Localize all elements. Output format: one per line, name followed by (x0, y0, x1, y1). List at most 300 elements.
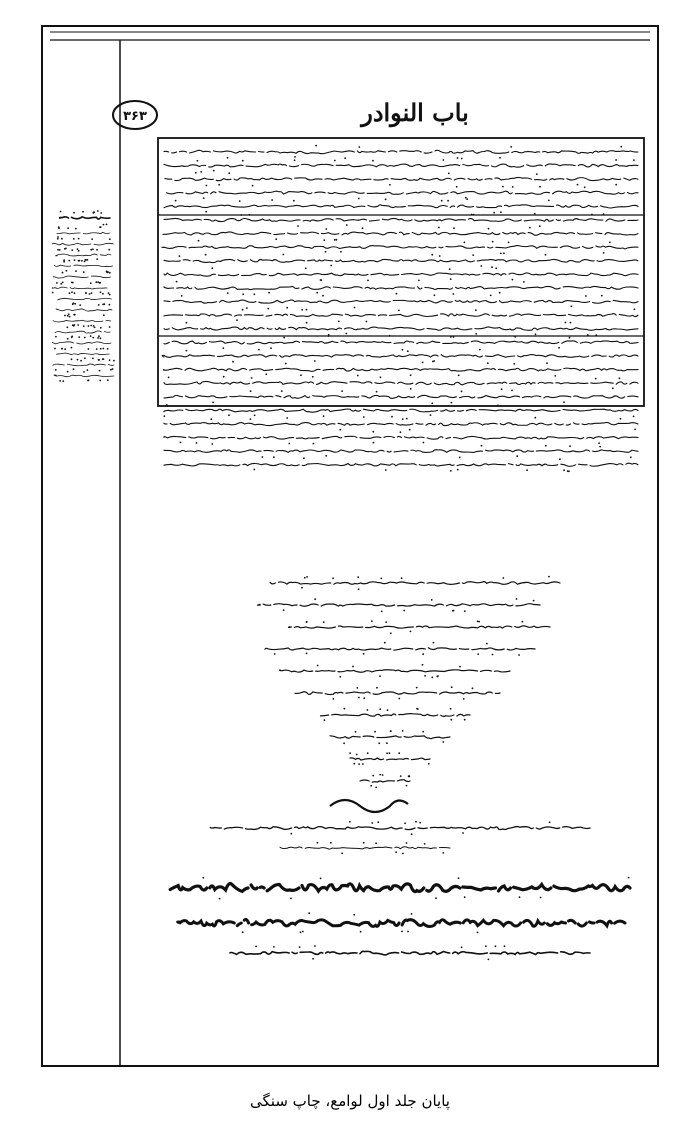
diacritic-dot (54, 348, 56, 350)
diacritic-dot (513, 363, 515, 365)
diacritic-dot (407, 931, 409, 933)
diacritic-dot (487, 362, 489, 364)
diacritic-dot (504, 945, 506, 947)
diacritic-dot (306, 576, 308, 578)
body-text-line (164, 341, 638, 344)
diacritic-dot (84, 337, 86, 339)
diacritic-dot (570, 322, 572, 324)
diacritic-dot (314, 598, 316, 600)
diacritic-dot (113, 360, 115, 362)
diacritic-dot (436, 676, 438, 678)
diacritic-dot (424, 843, 426, 845)
diacritic-dot (438, 227, 440, 229)
diacritic-dot (577, 184, 579, 186)
diacritic-dot (533, 600, 535, 602)
diacritic-dot (294, 156, 296, 158)
diacritic-dot (210, 418, 212, 420)
margin-note-line (54, 353, 110, 355)
diacritic-dot (302, 931, 304, 933)
diacritic-dot (107, 379, 109, 381)
diacritic-dot (360, 931, 362, 933)
diacritic-dot (85, 292, 87, 294)
diacritic-dot (228, 414, 230, 416)
diacritic-dot (242, 931, 244, 933)
diacritic-dot (539, 186, 541, 188)
diacritic-dot (356, 687, 358, 689)
diacritic-dot (286, 417, 288, 419)
diacritic-dot (74, 314, 76, 316)
diacritic-dot (100, 348, 102, 350)
diacritic-dot (316, 292, 318, 294)
diacritic-dot (69, 292, 71, 294)
diacritic-dot (462, 832, 464, 834)
diacritic-dot (461, 391, 463, 393)
diacritic-dot (285, 363, 287, 365)
diacritic-dot (534, 213, 536, 215)
diacritic-dot (109, 359, 111, 361)
colophon-line (347, 758, 430, 760)
diacritic-dot (251, 377, 253, 379)
diacritic-dot (391, 416, 393, 418)
diacritic-dot (450, 708, 452, 710)
diacritic-dot (323, 621, 325, 623)
diacritic-dot (100, 212, 102, 214)
diacritic-dot (591, 214, 593, 216)
diacritic-dot (422, 664, 424, 666)
diacritic-dot (548, 576, 550, 578)
diacritic-dot (312, 376, 314, 378)
diacritic-dot (273, 456, 275, 458)
diacritic-dot (87, 259, 89, 261)
diacritic-dot (67, 227, 69, 229)
diacritic-dot (314, 945, 316, 947)
diacritic-dot (477, 932, 479, 934)
diacritic-dot (370, 785, 372, 787)
diacritic-dot (107, 272, 109, 274)
diacritic-dot (78, 250, 80, 252)
diacritic-dot (83, 325, 85, 327)
diacritic-dot (501, 388, 503, 390)
body-text-line (164, 368, 638, 371)
calligraphic-inscription (167, 877, 630, 961)
diacritic-dot (275, 238, 277, 240)
diacritic-dot (419, 822, 421, 824)
diacritic-dot (75, 270, 77, 272)
diacritic-dot (433, 642, 435, 644)
diacritic-dot (323, 239, 325, 241)
diacritic-dot (401, 931, 403, 933)
diacritic-dot (380, 376, 382, 378)
diacritic-dot (479, 349, 481, 351)
diacritic-dot (366, 321, 368, 323)
diacritic-dot (452, 293, 454, 295)
diacritic-dot (422, 653, 424, 655)
diacritic-dot (330, 842, 332, 844)
body-text-line (164, 381, 638, 384)
colophon-line (318, 714, 471, 717)
diacritic-dot (380, 578, 382, 580)
diacritic-dot (64, 348, 66, 350)
diacritic-dot (59, 380, 61, 382)
diacritic-dot (408, 775, 410, 777)
diacritic-dot (61, 238, 63, 240)
diacritic-dot (355, 731, 357, 733)
diacritic-dot (428, 763, 430, 765)
diacritic-dot (447, 200, 449, 202)
margin-note-line (53, 276, 111, 278)
diacritic-dot (358, 697, 360, 699)
diacritic-dot (246, 307, 248, 309)
diacritic-dot (262, 456, 264, 458)
diacritic-dot (175, 200, 177, 202)
margin-note-line (52, 331, 110, 333)
diacritic-dot (299, 946, 301, 948)
body-text-line (162, 177, 638, 180)
body-text-line (161, 273, 638, 276)
diacritic-dot (300, 374, 302, 376)
diacritic-dot (283, 337, 285, 339)
diacritic-dot (200, 171, 202, 173)
diacritic-dot (563, 401, 565, 403)
diacritic-dot (441, 200, 443, 202)
diacritic-dot (255, 946, 257, 948)
diacritic-dot (334, 160, 336, 162)
diacritic-dot (349, 821, 351, 823)
diacritic-dot (186, 322, 188, 324)
diacritic-dot (227, 157, 229, 159)
diacritic-dot (358, 763, 360, 765)
diacritic-dot (286, 307, 288, 309)
diacritic-dot (79, 304, 81, 306)
diacritic-dot (502, 577, 504, 579)
diacritic-dot (317, 665, 319, 667)
diacritic-dot (402, 418, 404, 420)
body-text-line (164, 395, 638, 398)
diacritic-dot (471, 214, 473, 216)
diacritic-dot (431, 402, 433, 404)
diacritic-dot (363, 697, 365, 699)
diacritic-dot (416, 687, 418, 689)
diacritic-dot (301, 587, 303, 589)
diacritic-dot (290, 898, 292, 900)
diacritic-dot (84, 261, 86, 263)
diacritic-dot (74, 259, 76, 261)
diacritic-dot (71, 358, 73, 360)
diacritic-dot (465, 197, 467, 199)
diacritic-dot (603, 213, 605, 215)
diacritic-dot (367, 280, 369, 282)
diacritic-dot (253, 293, 255, 295)
diacritic-dot (290, 833, 292, 835)
diacritic-dot (545, 254, 547, 256)
diacritic-dot (633, 416, 635, 418)
diacritic-dot (402, 349, 404, 351)
diacritic-dot (512, 186, 514, 188)
diacritic-dot (398, 310, 400, 312)
diacritic-dot (267, 308, 269, 310)
margin-note-line (54, 254, 111, 256)
diacritic-dot (109, 304, 111, 306)
diacritic-dot (546, 362, 548, 364)
diacritic-dot (77, 324, 79, 326)
diacritic-dot (203, 197, 205, 199)
diacritic-dot (464, 719, 466, 721)
body-text-line (161, 422, 638, 425)
diacritic-dot (375, 842, 377, 844)
diacritic-dot (587, 334, 589, 336)
diacritic-dot (75, 228, 77, 230)
lithograph-page-scan (30, 18, 670, 1078)
diacritic-dot (472, 687, 474, 689)
diacritic-dot (481, 445, 483, 447)
diacritic-dot (198, 240, 200, 242)
diacritic-dot (320, 279, 322, 281)
diacritic-dot (353, 914, 355, 916)
diacritic-dot (453, 610, 455, 612)
diacritic-dot (325, 228, 327, 230)
diacritic-dot (179, 255, 181, 257)
diacritic-dot (456, 186, 458, 188)
diacritic-dot (102, 348, 104, 350)
diacritic-dot (459, 666, 461, 668)
colophon-heading-flourish (330, 800, 408, 812)
diacritic-dot (62, 272, 64, 274)
diacritic-dot (87, 369, 89, 371)
diacritic-dot (282, 254, 284, 256)
diacritic-dot (74, 303, 76, 305)
diacritic-dot (71, 347, 73, 349)
body-text-line (162, 355, 638, 358)
diacritic-dot (301, 309, 303, 311)
diacritic-dot (274, 653, 276, 655)
diacritic-dot (56, 282, 58, 284)
diacritic-dot (297, 225, 299, 227)
diacritic-dot (418, 280, 420, 282)
diacritic-dot (345, 333, 347, 335)
diacritic-dot (100, 291, 102, 293)
diacritic-dot (387, 709, 389, 711)
diacritic-dot (403, 610, 405, 612)
diacritic-dot (332, 577, 334, 579)
diacritic-dot (202, 877, 204, 879)
diacritic-dot (66, 326, 68, 328)
colophon-line (270, 582, 560, 585)
diacritic-dot (71, 291, 73, 293)
body-text-line (164, 191, 638, 194)
diacritic-dot (71, 249, 73, 251)
body-text-line (163, 232, 638, 235)
margin-note-line (50, 342, 111, 344)
diacritic-dot (434, 294, 436, 296)
diacritic-dot (404, 822, 406, 824)
diacritic-dot (453, 227, 455, 229)
diacritic-dot (77, 248, 79, 250)
diacritic-dot (603, 252, 605, 254)
diacritic-dot (499, 157, 501, 159)
diacritic-dot (385, 621, 387, 623)
diacritic-dot (457, 469, 459, 471)
diacritic-dot (81, 260, 83, 262)
margin-note-line (53, 243, 114, 245)
diacritic-dot (628, 877, 630, 879)
diacritic-dot (69, 316, 71, 318)
diacritic-dot (431, 677, 433, 679)
diacritic-dot (306, 322, 308, 324)
diacritic-dot (314, 360, 316, 362)
diacritic-dot (630, 456, 632, 458)
diacritic-dot (431, 599, 433, 601)
diacritic-dot (250, 390, 252, 392)
diacritic-dot (485, 945, 487, 947)
diacritic-dot (389, 752, 391, 754)
diacritic-dot (386, 752, 388, 754)
diacritic-dot (432, 361, 434, 363)
diacritic-dot (346, 224, 348, 226)
diacritic-dot (512, 279, 514, 281)
diacritic-dot (294, 159, 296, 161)
body-text-line (164, 286, 638, 289)
diacritic-dot (324, 719, 326, 721)
diacritic-dot (449, 268, 451, 270)
diacritic-dot (340, 251, 342, 253)
diacritic-dot (379, 774, 381, 776)
diacritic-dot (508, 242, 510, 244)
diacritic-dot (339, 429, 341, 431)
diacritic-dot (98, 304, 100, 306)
diacritic-dot (402, 853, 404, 855)
diacritic-dot (615, 184, 617, 186)
diacritic-dot (66, 270, 68, 272)
diacritic-dot (598, 442, 600, 444)
diacritic-dot (497, 405, 499, 407)
diacritic-dot (450, 470, 452, 472)
diacritic-dot (612, 387, 614, 389)
diacritic-dot (77, 359, 79, 361)
diacritic-dot (107, 348, 109, 350)
diacritic-dot (228, 172, 230, 174)
diacritic-dot (371, 822, 373, 824)
diacritic-dot (451, 686, 453, 688)
diacritic-dot (503, 252, 505, 254)
diacritic-dot (510, 146, 512, 148)
diacritic-dot (206, 185, 208, 187)
diacritic-dot (73, 368, 75, 370)
diacritic-dot (212, 402, 214, 404)
diacritic-dot (265, 373, 267, 375)
diacritic-dot (379, 675, 381, 677)
diacritic-dot (488, 959, 490, 961)
diacritic-dot (464, 610, 466, 612)
diacritic-dot (109, 238, 111, 240)
diacritic-dot (100, 337, 102, 339)
diacritic-dot (72, 303, 74, 305)
diacritic-dot (344, 708, 346, 710)
diacritic-dot (336, 239, 338, 241)
diacritic-dot (491, 266, 493, 268)
diacritic-dot (67, 315, 69, 317)
diacritic-dot (377, 821, 379, 823)
diacritic-dot (71, 336, 73, 338)
diacritic-dot (431, 254, 433, 256)
diacritic-dot (205, 254, 207, 256)
diacritic-dot (410, 388, 412, 390)
diacritic-dot (240, 214, 242, 216)
diacritic-dot (92, 337, 94, 339)
diacritic-dot (461, 158, 463, 160)
diacritic-dot (82, 211, 84, 213)
diacritic-dot (227, 292, 229, 294)
diacritic-dot (242, 309, 244, 311)
diacritic-dot (352, 666, 354, 668)
diacritic-dot (300, 931, 302, 933)
diacritic-dot (197, 160, 199, 162)
diacritic-dot (93, 325, 95, 327)
diacritic-dot (250, 418, 252, 420)
diacritic-dot (406, 842, 408, 844)
diacritic-dot (83, 371, 85, 373)
diacritic-dot (74, 292, 76, 294)
body-text-line (164, 218, 638, 221)
main-body-text-lines (161, 145, 638, 473)
diacritic-dot (389, 335, 391, 337)
diacritic-dot (363, 416, 365, 418)
calligraphy-line-large (178, 919, 625, 926)
diacritic-dot (91, 238, 93, 240)
diacritic-dot (376, 391, 378, 393)
diacritic-dot (514, 336, 516, 338)
diacritic-dot (511, 390, 513, 392)
body-text-line (164, 259, 638, 262)
diacritic-dot (108, 292, 110, 294)
diacritic-dot (448, 173, 450, 175)
diacritic-dot (306, 653, 308, 655)
diacritic-dot (495, 267, 497, 269)
colophon-line (280, 670, 510, 672)
diacritic-dot (63, 261, 65, 263)
diacritic-dot (271, 199, 273, 201)
diacritic-dot (52, 292, 54, 294)
diacritic-dot (195, 172, 197, 174)
colophon-detail-line (207, 827, 590, 830)
diacritic-dot (422, 731, 424, 733)
diacritic-dot (74, 324, 76, 326)
body-text-line (161, 314, 638, 317)
diacritic-dot (398, 698, 400, 700)
diacritic-dot (57, 236, 59, 238)
diacritic-dot (341, 852, 343, 854)
margin-note-line (56, 309, 112, 311)
diacritic-dot (500, 253, 502, 255)
diacritic-dot (395, 851, 397, 853)
diacritic-dot (68, 260, 70, 262)
margin-note-lines (50, 210, 115, 382)
diacritic-dot (442, 852, 444, 854)
diacritic-dot (475, 309, 477, 311)
diacritic-dot (569, 445, 571, 447)
diacritic-dot (213, 170, 215, 172)
diacritic-dot (367, 709, 369, 711)
diacritic-dot (390, 730, 392, 732)
diacritic-dot (634, 429, 636, 431)
diacritic-dot (390, 632, 392, 634)
diacritic-dot (73, 212, 75, 214)
diacritic-dot (378, 742, 380, 744)
diacritic-dot (363, 653, 365, 655)
body-text-line (164, 150, 638, 153)
colophon-text-lines (207, 576, 590, 855)
diacritic-dot (620, 146, 622, 148)
diacritic-dot (385, 469, 387, 471)
